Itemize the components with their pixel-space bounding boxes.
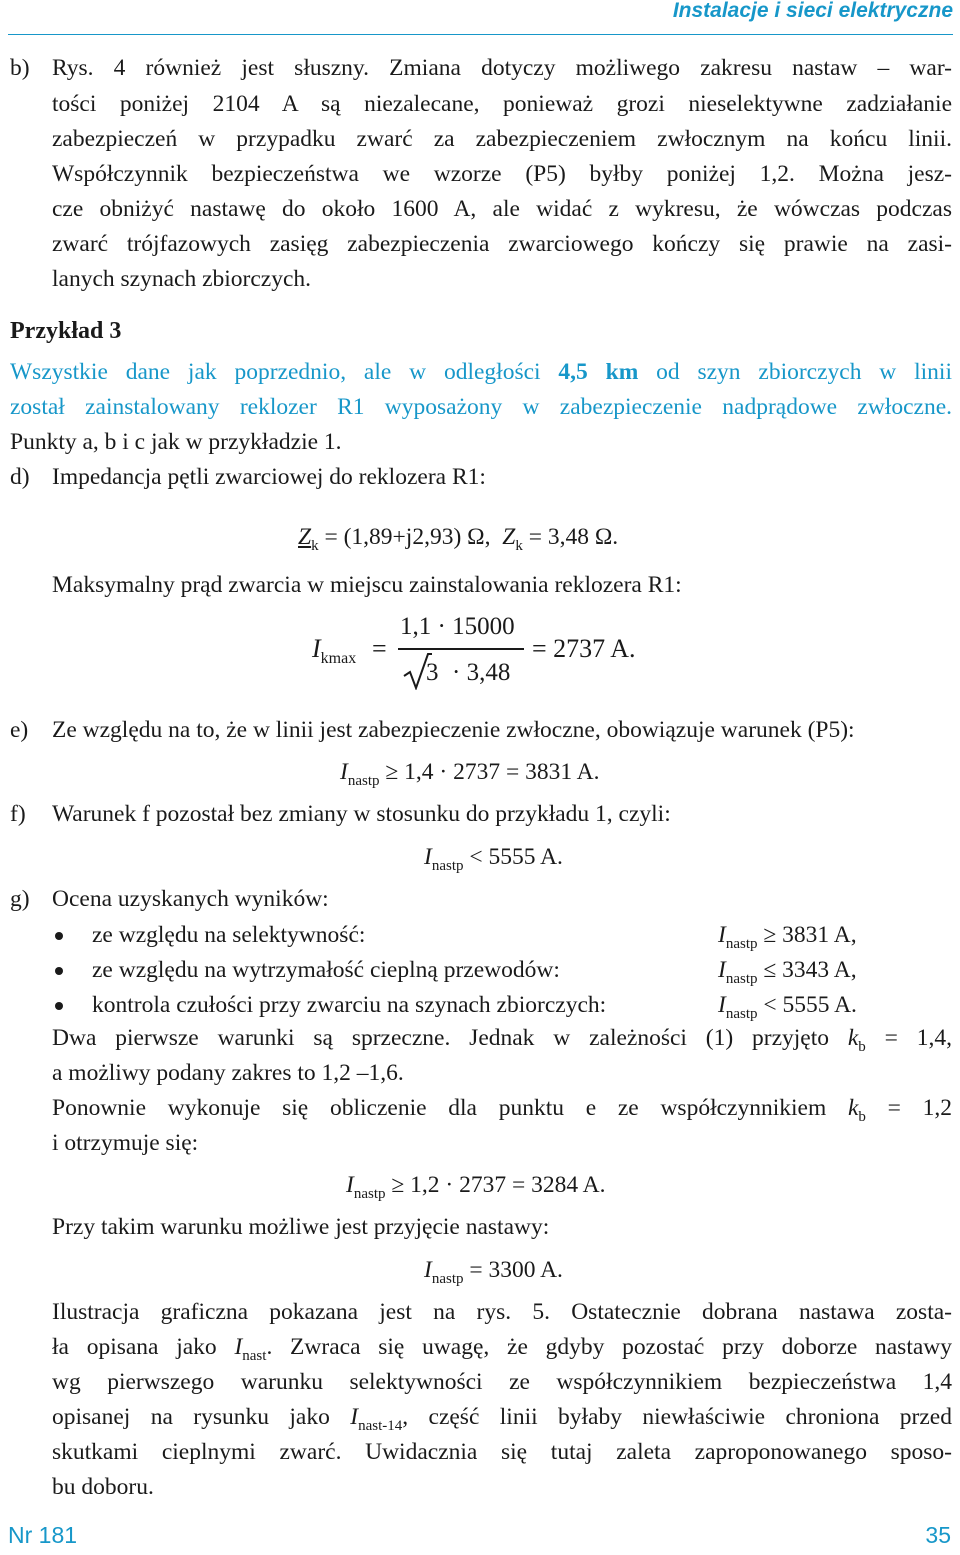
final-line: opisanej na rysunku jako $I_{nast-14}$, część linii byłaby niewłaściwie chroniona przed xyxy=(52,1404,952,1432)
bullet-label: ze względu na wytrzymałość cieplną przewodów: xyxy=(92,957,560,983)
fraction-den-rest: · 3,48 xyxy=(452,659,511,686)
fraction-equals: = xyxy=(372,634,387,663)
setting-equation: $I_{nastp} = 3300$ A. xyxy=(424,1257,563,1287)
impedance-equation: $Z_k = (1,89+j2,93)$ Ω, $Z_k = 3,48$ Ω. xyxy=(298,524,619,554)
example-line-1: Wszystkie dane jak poprzednio, ale w odległości 4,5 km od szyn zbiorczych w linii xyxy=(10,359,952,385)
item-f-marker: f) xyxy=(10,801,26,827)
bullet-icon xyxy=(55,1002,63,1010)
fraction-result: = 2737 A. xyxy=(532,634,636,663)
final-line: ła opisana jako $I_{nast}$. Zwraca się uwagę, że gdyby pozostać przy doborze nastawy xyxy=(52,1334,952,1362)
paragraph-b-marker: b) xyxy=(10,55,30,81)
paragraph-b-line: zwarć trójfazowych zasięg zabezpieczenia zwarciowego kończy się prawie na zasi- xyxy=(52,231,952,257)
example-line-3: Punkty a, b i c jak w przykładzie 1. xyxy=(10,429,342,455)
paragraph-b-line: Współczynnik bezpieczeństwa we wzorze (P5) byłby poniżej 1,2. Można jesz- xyxy=(52,161,952,187)
setting-text: Przy takim warunku możliwe jest przyjęcie nastawy: xyxy=(52,1214,550,1240)
item-f-text: Warunek f pozostał bez zmiany w stosunku do przykładu 1, czyli: xyxy=(52,801,671,827)
bullet-icon xyxy=(55,967,63,975)
bullet-equation: $I_{nastp} < 5555$ A. xyxy=(718,992,857,1022)
fraction-bar xyxy=(398,648,524,650)
final-line: wg pierwszego warunku selektywności ze współczynnikiem bezpieczeństwa 1,4 xyxy=(52,1369,952,1395)
item-e-equation: $I_{nastp} \ge 1,4 \cdot 2737 = 3831$ A. xyxy=(340,759,600,789)
final-line: Ilustracja graficzna pokazana jest na rys. 5. Ostatecznie dobrana nastawa zosta- xyxy=(52,1299,952,1325)
item-e-text: Ze względu na to, że w linii jest zabezpieczenie zwłoczne, obowiązuje warunek (P5): xyxy=(52,717,855,743)
bullet-equation: $I_{nastp} \le 3343$ A, xyxy=(718,957,857,987)
bullet-label: ze względu na selektywność: xyxy=(92,922,366,948)
fraction-den-sqrt: 3 xyxy=(426,659,439,686)
recalc-equation: $I_{nastp} \ge 1,2 \cdot 2737 = 3284$ A. xyxy=(346,1172,606,1202)
bullet-equation: $I_{nastp} \ge 3831$ A, xyxy=(718,922,857,952)
item-d-text: Impedancja pętli zwarciowej do reklozera R1: xyxy=(52,464,486,490)
paragraph-b-line: cze obniżyć nastawę do około 1600 A, ale widać z wykresu, że wówczas podczas xyxy=(52,196,952,222)
header-divider xyxy=(8,34,953,35)
item-e-marker: e) xyxy=(10,717,29,743)
page-number: 35 xyxy=(925,1522,951,1548)
fraction-numerator: 1,1 · 15000 xyxy=(400,613,515,640)
bullet-label: kontrola czułości przy zwarciu na szynach zbiorczych: xyxy=(92,992,607,1018)
item-g-marker: g) xyxy=(10,886,30,912)
paragraph-b-line: tości poniżej 2104 A są niezalecane, ponieważ grozi nieselektywne zadziałanie xyxy=(52,91,952,117)
item-f-equation: $I_{nastp} < 5555$ A. xyxy=(424,844,563,874)
example-heading: Przykład 3 xyxy=(10,318,122,344)
paragraph-b-line: lanych szynach zbiorczych. xyxy=(52,266,312,292)
conflict-line-2: a możliwy podany zakres to 1,2 –1,6. xyxy=(52,1060,404,1086)
item-d-marker: d) xyxy=(10,464,30,490)
example-line-2: został zainstalowany reklozer R1 wyposażony w zabezpieczenie nadprądowe zwłoczne. xyxy=(10,394,952,420)
bullet-icon xyxy=(55,932,63,940)
final-line: bu doboru. xyxy=(52,1474,154,1500)
final-line: skutkami cieplnymi zwarć. Uwidacznia się tutaj zaleta zaproponowanego sposo- xyxy=(52,1439,952,1465)
max-current-text: Maksymalny prąd zwarcia w miejscu zainstalowania reklozera R1: xyxy=(52,572,682,598)
again-line-1: Ponownie wykonuje się obliczenie dla punktu e ze współczynnikiem $k_b = 1,2$ xyxy=(52,1095,952,1123)
paragraph-b-line: zabezpieczeń w przypadku zwarć za zabezpieczeniem zwłocznym na końcu linii. xyxy=(52,126,952,152)
issue-number: Nr 181 xyxy=(8,1522,78,1548)
fraction-lhs: $I_{kmax}$ xyxy=(312,634,357,667)
item-g-text: Ocena uzyskanych wyników: xyxy=(52,886,329,912)
conflict-line-1: Dwa pierwsze warunki są sprzeczne. Jednak w zależności (1) przyjęto $k_b = 1,4$, xyxy=(52,1025,952,1053)
paragraph-b-line: Rys. 4 również jest słuszny. Zmiana dotyczy możliwego zakresu nastaw – war- xyxy=(52,55,952,81)
again-line-2: i otrzymuje się: xyxy=(52,1130,199,1156)
section-title: Instalacje i sieci elektryczne xyxy=(672,0,953,22)
